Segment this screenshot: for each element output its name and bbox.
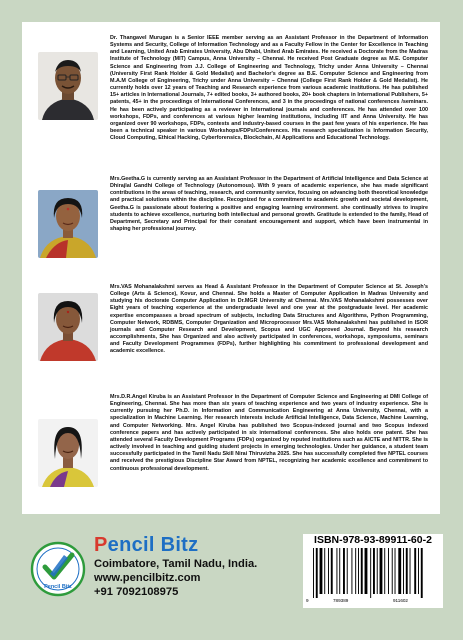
barcode-bar [358,548,359,594]
barcode-bar [351,548,352,594]
barcode-bar [316,548,318,598]
barcode-bar [414,548,416,594]
author-photo-1 [38,52,98,120]
publisher-website: www.pencilbitz.com [94,572,201,584]
barcode-bar [406,548,408,594]
barcode-bar [373,548,375,594]
barcode-bar [398,548,401,594]
barcode-bar [313,548,314,598]
publisher-name-initial: P [94,534,108,556]
barcode-bar [355,548,356,594]
isbn-label: ISBN-978-93-89911-60-2 [314,534,432,546]
barcode-lead-digit: 9 [306,598,309,603]
barcode-bar [403,548,404,594]
barcode-bar [339,548,340,594]
author-bio-1: Dr. Thangavel Murugan is a Senior IEEE member serving as an Assistant Professor in the Department of Information Systems and Security, College of Information Technology and as a Faculty Fellow in the Center for Excellence in Teaching and Learning, United Arab Emirates University, Abu Dhabi, United Arab Emirates. He received a Doctorate from the Madras Institute of Technology (MIT) Campus, Anna University – Chennai. He received Post Graduate degree as M.E. Computer Science and Engineering from J.J. College of Engineering and Technology, Trichy under Anna University – Chennai (University First Rank Holder & Gold Medalist) and Bachelor's degree as B.E. Computer Science and Engineering from M.A.M College of Engineering, Trichy under Anna University – Chennai (College First Rank Holder & Gold Medalist). He currently holds over 12 years of Teaching and Research experience from various academic institutions. He has published 15+ articles in International Journals, 7+ edited books, 3+ authored books, 20+ book chapters in International Publishers, 5+ patents, 45+ in the proceedings of International Conferences, and 3 in the proceedings of national conferences /seminars. He has been actively participating as a reviewer in International journals and conferences. He has attended over 100 workshops, FDPs, and conferences at various higher learning institutions, including IIT and Anna University. He has organized over 90 workshops, FDPs, contests and industry-based courses in the past few years of his experience. He has been a technical speaker in various Workshops/FDPs/Conferences. His research specialization is Information Security, Cloud Computing, Ethical Hacking, Cyberforensics, Blockchain, AI Applications and Educational Technology. [110,35,428,142]
barcode-bar [347,548,348,594]
barcode [311,548,435,598]
barcode-bar [380,548,383,594]
barcode-bar [377,548,378,594]
publisher-phone: +91 7092108975 [94,586,179,598]
barcode-bar [365,548,368,594]
author-bio-3: Mrs.VAS Mohanalakshmi serves as Head & Assistant Professor in the Department of Computer Science at St. Joseph's College (Arts & Science), Kovur, and Chennai. She holds a Master of Computer Application in Madras University and studying his doctorate Computer Application in Dr.MGR University at Chennai. Mrs.VAS Mohanalakshmi possesses over Eight years of teaching experience at the undergraduate level and one year at the postgraduate level. Her academic expertise encompasses a broad spectrum of subjects, including Data Structures and Algorithms, Python Programming, Computer Network, RDBMS, Computer Organization and Microprocessor Mrs.VAS Mohanalakshmi has published in ISOR journals and Computer Research and Development, Scopus and UGC Approved Journal. Beyond his research accomplishments, She has Organized and also actively participated in conferences, workshops, symposiums, seminars and Faculty Development Programmes (FDPs), further highlighting his commitment to professional development and academic excellence. [110,284,428,355]
barcode-bar [392,548,393,594]
isbn-barcode-box [303,534,443,608]
barcode-bar [328,548,329,594]
barcode-bar [421,548,423,598]
barcode-bar [331,548,333,594]
barcode-bar [320,548,323,594]
author-photo-4 [38,419,98,487]
publisher-name-rest: encil Bitz [107,534,199,556]
barcode-bar [384,548,385,594]
barcode-bar [324,548,325,594]
barcode-bar [370,548,371,598]
barcode-left-digits: 789389 [333,598,349,603]
barcode-bar [395,548,396,594]
logo-text: Pencil Bitz [44,584,72,590]
barcode-bar [410,548,411,594]
barcode-bar [336,548,337,594]
author-photo-2 [38,190,98,258]
pencil-bitz-logo [30,541,86,597]
author-bios-panel [22,22,440,514]
barcode-right-digits: 911602 [393,598,408,603]
barcode-bar [343,548,345,594]
barcode-bar [361,548,363,594]
author-bio-2: Mrs.Geetha.G is currently serving as an Assistant Professor in the Department of Artificial Intelligence and Data Science at Dhirajlal Gandhi College of Technology (Autonomous). With 9 years of academic experience, she has made significant contributions in the areas of teaching, research, and community service, focusing on advancing both theoretical knowledge and practical solutions within the discipline. Recognized for a commitment to academic growth and societal development, Geetha.G is passionate about fostering a positive and engaging learning environment. she continually strives to inspire students to achieve excellence, nurturing both intellectual and personal growth. Gratitude is extended to the family, Head of Department, Secretary and Principal for their constant encouragement and support, which have been instrumental in shaping her professional journey. [110,176,428,233]
barcode-bar [388,548,389,594]
publisher-location: Coimbatore, Tamil Nadu, India. [94,558,258,570]
author-photo-3 [38,293,98,361]
barcode-bar [418,548,419,594]
author-bio-4: Mrs.D.R.Angel Kiruba is an Assistant Professor in the Department of Computer Science and Engineering at DMI College of Engineering, Chennai. She has more than six years of teaching experience and two years of industry experience. She is currently pursuing her Ph.D. in Information and Communication Engineering at Anna University, Chennai, with a specialization in Machine Learning. Her research interests include Artificial Intelligence, Data Science, Machine Learning, and Computer Networking. Mrs. Angel Kiruba has published two Scopus-indexed journal and two Scopus indexed conference papers and has actively participated in six international conferences. She also holds one patent. She has attended several Faculty Development Programs (FDPs) organized by reputed institutions such as AICTE and NITTR. She is actively involved in teaching and guiding student projects in emerging technologies. Under her guidance, a student team successfully participated in the Tamil Nadu Skill Nirai Thiruvizha 2025. She has successfully completed five NPTEL courses and received the prestigious Discipline Star Award from NPTEL, recognizing her academic excellence and commitment to continuous professional development. [110,394,428,472]
publisher-name [94,534,198,557]
